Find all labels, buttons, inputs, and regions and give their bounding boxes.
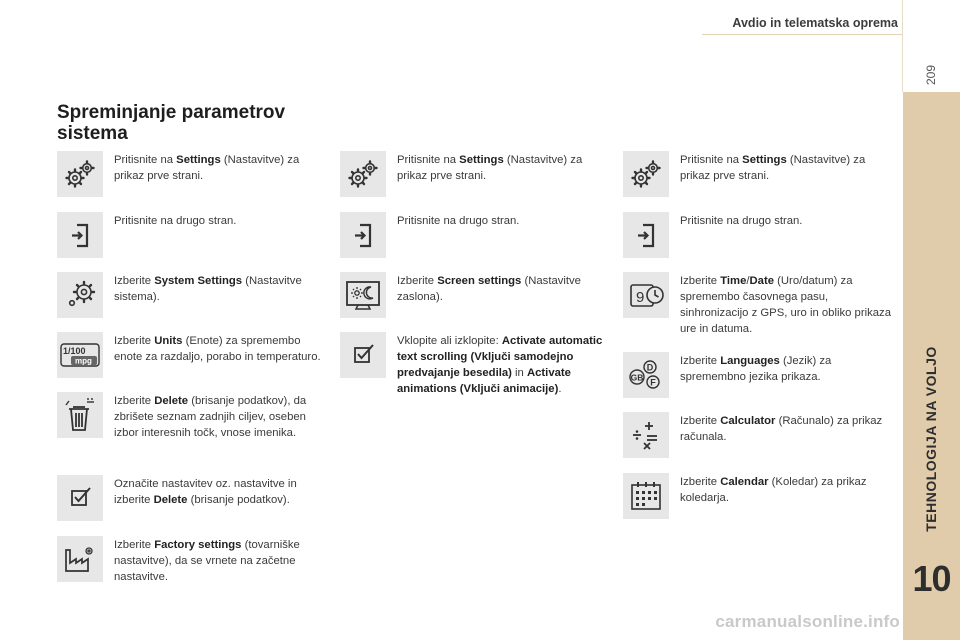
step-text: Izberite Units (Enote) za spremembo enote za razdaljo, porabo in temperaturo. (114, 335, 321, 363)
next-page-icon (340, 212, 386, 258)
step-text: Vklopite ali izklopite: Activate automatic text scrolling (Vključi samodejno predvajanje besedila) in Activate animations (Vključi animacije). (397, 335, 603, 395)
page-number: 209 (924, 64, 938, 86)
step-text: Pritisnite na Settings (Nastavitve) za prikaz prve strani. (397, 154, 583, 182)
step-text: Pritisnite na drugo stran. (114, 215, 237, 227)
clock-date-icon (623, 272, 669, 318)
step-text: Pritisnite na Settings (Nastavitve) za prikaz prve strani. (680, 154, 866, 182)
svg-text:1/100: 1/100 (63, 346, 86, 356)
chapter-number: 10 (912, 558, 951, 599)
gears-icon (57, 151, 103, 197)
step-text: Izberite Delete (brisanje podatkov), da zbrišete seznam zadnjih ciljev, oseben izbor interesnih točk, vnose imenika. (114, 395, 307, 439)
svg-text:9: 9 (636, 289, 645, 306)
step-text: Pritisnite na Settings (Nastavitve) za prikaz prve strani. (114, 154, 300, 182)
calculator-icon (623, 412, 669, 458)
languages-icon (623, 352, 669, 398)
next-page-icon (623, 212, 669, 258)
step-text: Izberite System Settings (Nastavitve sistema). (114, 275, 302, 303)
step-text: Označite nastavitev oz. nastavitve in izberite Delete (brisanje podatkov). (114, 478, 297, 506)
svg-text:mpg: mpg (75, 356, 92, 366)
svg-text:GB: GB (630, 372, 644, 383)
chapter-label-text: TEHNOLOGIJA NA VOLJO (923, 346, 939, 532)
watermark: carmanualsonline.info (715, 612, 900, 631)
checkbox-icon (340, 332, 386, 378)
screen-settings-icon (340, 272, 386, 318)
step-text: Pritisnite na drugo stran. (397, 215, 520, 227)
next-page-icon (57, 212, 103, 258)
header-title: Avdio in telematska oprema (732, 16, 898, 30)
step-text: Izberite Time/Date (Uro/datum) za spremembo časovnega pasu, sinhronizacijo z GPS, uro in obliko prikaza ure in datuma. (680, 275, 891, 335)
calendar-icon (623, 473, 669, 519)
gears-icon (623, 151, 669, 197)
system-gear-icon (57, 272, 103, 318)
page-title: Spreminjanje parametrov sistema (57, 102, 286, 144)
header-rule (702, 34, 902, 35)
step-text: Izberite Calendar (Koledar) za prikaz koledarja. (680, 476, 867, 504)
gears-icon (340, 151, 386, 197)
step-text: Izberite Calculator (Računalo) za prikaz računala. (680, 415, 883, 443)
trash-delete-icon (57, 392, 103, 438)
step-text: Izberite Factory settings (tovarniške nastavitve), da se vrnete na začetne nastavitve. (114, 539, 300, 583)
checkbox-icon (57, 475, 103, 521)
step-text: Izberite Languages (Jezik) za spremembno jezika prikaza. (680, 355, 832, 383)
svg-text:F: F (650, 377, 656, 388)
tab-top-rule (902, 0, 903, 92)
step-text: Izberite Screen settings (Nastavitve zaslona). (397, 275, 581, 303)
svg-text:D: D (646, 362, 654, 373)
step-text: Pritisnite na drugo stran. (680, 215, 803, 227)
units-icon (57, 332, 103, 378)
factory-icon (57, 536, 103, 582)
